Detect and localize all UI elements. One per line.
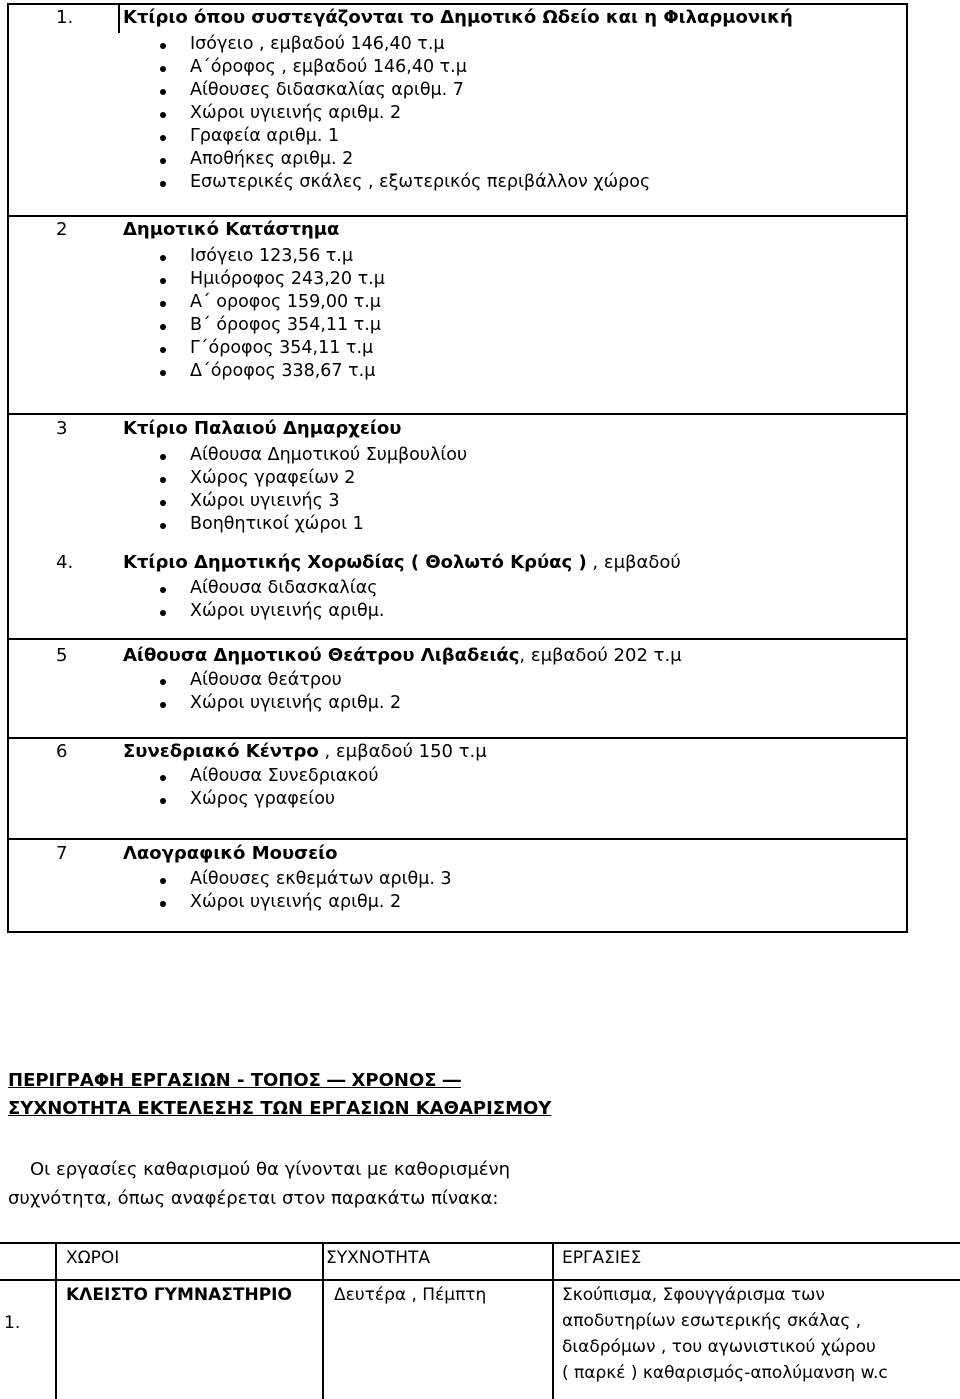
section-heading-line-1: ΠΕΡΙΓΡΑΦΗ ΕΡΓΑΣΙΩΝ - ΤΟΠΟΣ ― ΧΡΟΝΟΣ ― xyxy=(8,1070,461,1091)
bullet-icon xyxy=(160,454,166,460)
table-column-divider xyxy=(552,1242,554,1399)
row-separator xyxy=(7,638,908,640)
row-task-line: Σκούπισμα, Σφουγγάρισμα των xyxy=(562,1285,825,1305)
row-separator xyxy=(7,737,908,739)
bullet-icon xyxy=(160,798,166,804)
section-title: Λαογραφικό Μουσείο xyxy=(123,843,338,864)
table-border-left xyxy=(7,3,9,933)
paragraph-line-2: συχνότητα, όπως αναφέρεται στον παρακάτω πίνακα: xyxy=(8,1188,499,1209)
row-separator xyxy=(7,413,908,415)
bullet-icon xyxy=(160,66,166,72)
section-title: Κτίριο όπου συστεγάζονται το Δημοτικό Ωδείο και η Φιλαρμονική xyxy=(123,7,793,28)
section-heading-line-2: ΣΥΧΝΟΤΗΤΑ ΕΚΤΕΛΕΣΗΣ ΤΩΝ ΕΡΓΑΣΙΩΝ ΚΑΘΑΡΙΣΜΟΥ xyxy=(8,1098,552,1119)
bullet-icon xyxy=(160,878,166,884)
section-title: Συνεδριακό Κέντρο , εμβαδού 150 τ.μ xyxy=(123,741,487,762)
bullet-icon xyxy=(160,477,166,483)
bullet-icon xyxy=(160,587,166,593)
row-task-line: αποδυτηρίων εσωτερικής σκάλας , xyxy=(562,1311,862,1331)
bullet-icon xyxy=(160,158,166,164)
column-header-frequency: ΣΥΧΝΟΤΗΤΑ xyxy=(326,1248,431,1268)
table-column-divider xyxy=(55,1242,57,1399)
section-number: 2 xyxy=(56,219,68,240)
section-title: Αίθουσα Δημοτικού Θεάτρου Λιβαδειάς, εμβαδού 202 τ.μ xyxy=(123,645,682,666)
table-column-divider xyxy=(118,3,120,33)
bullet-icon xyxy=(160,43,166,49)
table-header-separator xyxy=(0,1279,960,1281)
row-task-line: διαδρόμων , του αγωνιστικού χώρου xyxy=(562,1337,876,1357)
bullet-icon xyxy=(160,775,166,781)
row-frequency: Δευτέρα , Πέμπτη xyxy=(334,1285,487,1305)
table-border-top xyxy=(0,1242,960,1244)
bullet-icon xyxy=(160,301,166,307)
table-border-right xyxy=(906,3,908,933)
row-space: ΚΛΕΙΣΤΟ ΓΥΜΝΑΣΤΗΡΙΟ xyxy=(66,1285,292,1305)
column-header-spaces: ΧΩΡΟΙ xyxy=(66,1248,120,1268)
bullet-icon xyxy=(160,523,166,529)
row-number: 1. xyxy=(4,1313,21,1333)
row-separator xyxy=(7,838,908,840)
section-number: 1. xyxy=(56,7,74,28)
section-title: Κτίριο Παλαιού Δημαρχείου xyxy=(123,418,402,439)
bullet-icon xyxy=(160,255,166,261)
section-number: 6 xyxy=(56,741,68,762)
table-column-divider xyxy=(322,1242,324,1399)
paragraph-line-1: Οι εργασίες καθαρισμού θα γίνονται με καθορισμένη xyxy=(30,1159,510,1180)
column-header-tasks: ΕΡΓΑΣΙΕΣ xyxy=(562,1248,642,1268)
row-separator xyxy=(7,215,908,217)
section-number: 4. xyxy=(56,552,74,573)
bullet-icon xyxy=(160,89,166,95)
bullet-icon xyxy=(160,901,166,907)
bullet-icon xyxy=(160,500,166,506)
section-title: Δημοτικό Κατάστημα xyxy=(123,219,340,240)
bullet-icon xyxy=(160,278,166,284)
section-number: 3 xyxy=(56,418,68,439)
table-border-top xyxy=(7,3,908,5)
section-title: Κτίριο Δημοτικής Χορωδίας ( Θολωτό Κρύας ) , εμβαδού xyxy=(123,552,681,573)
section-number: 7 xyxy=(56,843,68,864)
bullet-icon xyxy=(160,702,166,708)
row-task-line: ( παρκέ ) καθαρισμός-απολύμανση w.c xyxy=(562,1363,888,1383)
bullet-icon xyxy=(160,324,166,330)
bullet-icon xyxy=(160,370,166,376)
bullet-icon xyxy=(160,135,166,141)
bullet-icon xyxy=(160,347,166,353)
table-border-bottom xyxy=(7,931,908,933)
bullet-icon xyxy=(160,112,166,118)
bullet-icon xyxy=(160,181,166,187)
bullet-icon xyxy=(160,610,166,616)
bullet-icon xyxy=(160,679,166,685)
section-number: 5 xyxy=(56,645,68,666)
